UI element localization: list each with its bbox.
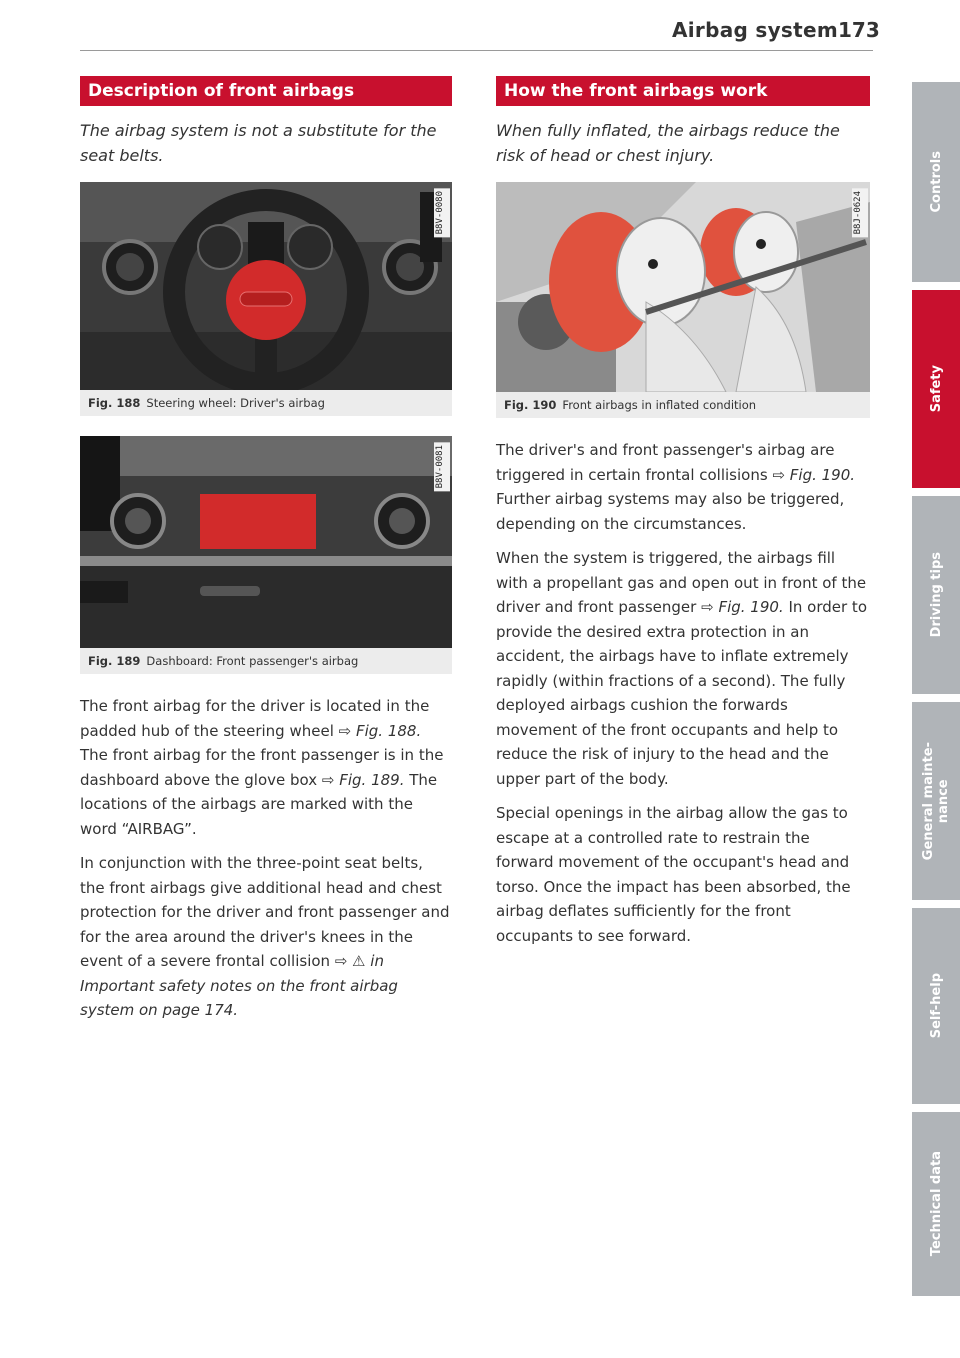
figure-caption bbox=[496, 392, 870, 418]
tab-driving-tips[interactable] bbox=[912, 496, 960, 694]
tab-self-help[interactable] bbox=[912, 908, 960, 1104]
steering-wheel-image bbox=[80, 182, 452, 390]
figure-caption-text: Dashboard: Front passenger's airbag bbox=[146, 654, 359, 668]
tab-safety[interactable] bbox=[912, 290, 960, 488]
inflated-airbags-illustration bbox=[496, 182, 870, 392]
tab-label: Self-help bbox=[928, 973, 944, 1039]
figure-caption-text: Front airbags in inflated condition bbox=[562, 398, 757, 412]
tab-label: General mainte- nance bbox=[921, 741, 951, 861]
tab-label: Controls bbox=[928, 151, 944, 213]
section-heading-description: Description of front airbags bbox=[80, 76, 452, 106]
figure-189 bbox=[80, 436, 452, 674]
tab-label: Safety bbox=[928, 365, 944, 413]
chapter-tabs bbox=[912, 0, 960, 1358]
tab-general-maintenance[interactable] bbox=[912, 702, 960, 900]
figure-reference-link[interactable]: ⇨ Fig. 188. bbox=[338, 721, 422, 740]
section-lede: The airbag system is not a substitute for the seat belts. bbox=[80, 121, 437, 165]
text-run: The front airbag for the front passenger is in the dashboard above the glove box bbox=[80, 746, 444, 789]
text-run: The front airbag for the driver is located in the padded hub of the steering wheel bbox=[80, 697, 430, 740]
left-column bbox=[80, 76, 452, 1033]
dashboard-illustration bbox=[80, 436, 452, 648]
section-lede: When fully inflated, the airbags reduce the risk of head or chest injury. bbox=[496, 121, 840, 165]
inflated-airbags-image bbox=[496, 182, 870, 392]
body-paragraph bbox=[80, 851, 452, 1023]
tab-technical-data[interactable] bbox=[912, 1112, 960, 1296]
body-paragraph bbox=[496, 438, 870, 536]
text-run: When the system is triggered, the airbags fill with a propellant gas and open out in front of the driver and front passenger bbox=[496, 549, 867, 616]
header-rule bbox=[80, 50, 873, 51]
text-run: In conjunction with the three-point seat belts, the front airbags give additional head and chest protection for the driver and front passenger and for the area around the driver's knees in the event of a severe frontal collision bbox=[80, 854, 450, 970]
body-paragraph bbox=[80, 694, 452, 841]
figure-caption bbox=[80, 648, 452, 674]
figure-number: Fig. 189 bbox=[88, 654, 141, 668]
body-paragraph bbox=[496, 546, 870, 791]
text-run: In order to provide the desired extra protection in an accident, the airbags have to inflate extremely rapidly (within fractions of a second). The fully deployed airbags cushion the forwards movement of the front occupants and help to reduce the risk of injury to the head and the upper part of the body. bbox=[496, 598, 867, 788]
text-run: Further airbag systems may also be triggered, depending on the circumstances. bbox=[496, 490, 845, 533]
figure-reference-link[interactable]: ⇨ Fig. 190. bbox=[701, 598, 784, 616]
warning-reference-link[interactable]: ⇨ ⚠ in Important safety notes on the front airbag system on page 174. bbox=[80, 952, 398, 1019]
figure-code: B8V-0080 bbox=[434, 188, 450, 237]
tab-label: Technical data bbox=[928, 1151, 944, 1257]
figure-caption-text: Steering wheel: Driver's airbag bbox=[146, 396, 325, 410]
figure-number: Fig. 188 bbox=[88, 396, 141, 410]
text-run: The locations of the airbags are marked with the word “AIRBAG”. bbox=[80, 770, 438, 838]
section-heading-how-it-works: How the front airbags work bbox=[496, 76, 870, 106]
dashboard-image bbox=[80, 436, 452, 648]
figure-188 bbox=[80, 182, 452, 416]
figure-reference-link[interactable]: ⇨ Fig. 190. bbox=[772, 465, 856, 484]
steering-wheel-illustration bbox=[80, 182, 452, 390]
tab-controls[interactable] bbox=[912, 82, 960, 282]
right-column bbox=[496, 76, 870, 958]
text-run: The driver's and front passenger's airbag are triggered in certain frontal collisions bbox=[496, 441, 835, 484]
body-paragraph: Special openings in the airbag allow the gas to escape at a controlled rate to restrain the forward movement of the occupant's head and torso. Once the impact has been absorbed, the airbag deflates sufficiently for the front occupants to see forward. bbox=[496, 804, 851, 945]
page-number: 173 bbox=[838, 18, 880, 42]
figure-number: Fig. 190 bbox=[504, 398, 557, 412]
figure-reference-link[interactable]: ⇨ Fig. 189. bbox=[321, 770, 405, 789]
figure-caption bbox=[80, 390, 452, 416]
figure-code: B8V-0081 bbox=[434, 442, 450, 491]
running-header-title: Airbag system bbox=[672, 18, 838, 42]
figure-190 bbox=[496, 182, 870, 418]
tab-label: Driving tips bbox=[928, 552, 944, 638]
figure-code: B8J-0624 bbox=[852, 188, 868, 237]
